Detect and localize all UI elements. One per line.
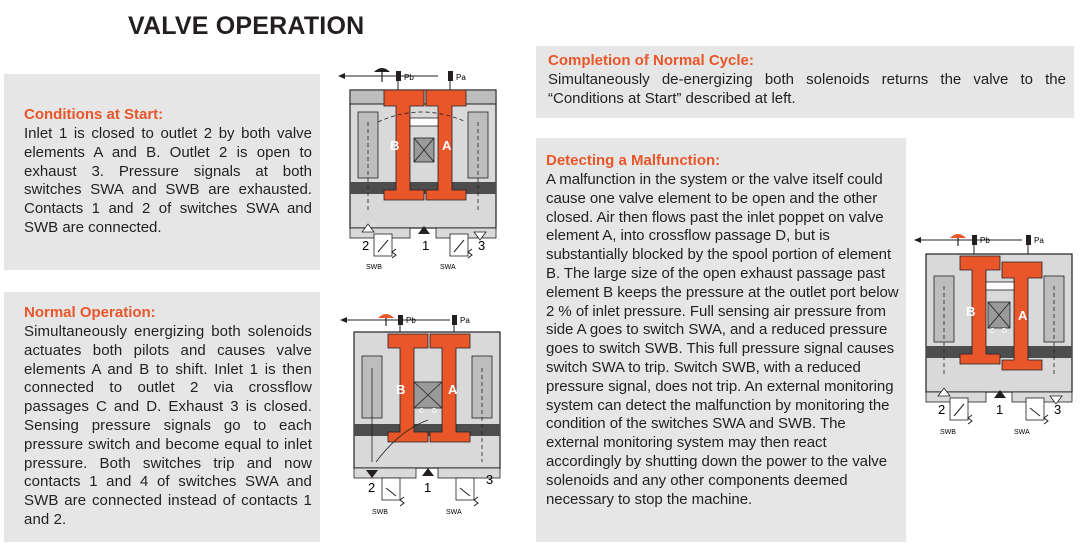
pb-label: Pb — [404, 73, 414, 82]
malfunction-text: A malfunction in the system or the valve itself could cause one valve element to be open and the other closed. Air then flows past the inlet poppet on valve element A, into crossflow passage D, but is substantially blocked by the spool portion of element B. The large size of the open exhaust passage past element B keeps the pressure at the outlet port below 2 % of inlet pressure. Full sensing air pressure from side A goes to switch SWA, and a reduced pressure goes to switch SWB. This full pressure signal causes switch SWA to trip. Switch SWB, with a reduced pressure signal, does not trip. An external monitoring system can detect the malfunction by monitoring the condition of the switches SWA and SWB. The external monitoring system may then react accordingly by shutting down the power to the valve solenoids and any other components deemed necessary to stop the machine. — [546, 171, 899, 508]
normal-operation-text: Simultaneously energizing both solenoids actuates both pilots and causes valve elements A and B to shift. Inlet 1 is then connected to outlet 2 via crossflow passages C and D. Exhaust 3 is closed. Sensing pressure signals go to each pressure switch and become equal to inlet pressure. Both switches trip and now contacts 1 and 4 of switches SWA and SWB are connected instead of contacts 1 and 2. — [24, 323, 312, 528]
element-b-label: B — [966, 304, 976, 319]
normal-operation-heading: Normal Operation: — [24, 304, 156, 321]
malfunction-panel — [536, 138, 906, 542]
passage-d-label: D — [432, 408, 438, 415]
port-2-label: 2 — [362, 238, 370, 253]
element-b-label: B — [396, 382, 406, 397]
element-a-label: A — [1018, 308, 1028, 323]
swb-label: SWB — [940, 429, 956, 436]
conditions-at-start-text: Inlet 1 is closed to outlet 2 by both valve elements A and B. Outlet 2 is open to exhaust 3. Pressure signals at both switches SWA and SWB are exhausted. Contacts 1 and 2 of switches SWA and SWB are connected. — [24, 125, 312, 236]
conditions-at-start-heading: Conditions at Start: — [24, 106, 164, 123]
passage-d-label: D — [1002, 328, 1008, 335]
completion-text: Simultaneously de-energizing both solenoids returns the valve to the “Conditions at Start” described at left. — [548, 71, 1066, 107]
pa-label: Pa — [456, 73, 466, 82]
valve-diagram-normal — [340, 312, 506, 518]
port-3-label: 3 — [1054, 402, 1062, 417]
normal-operation-panel — [4, 292, 320, 542]
pa-label: Pa — [1034, 236, 1044, 245]
swa-label: SWA — [446, 509, 462, 516]
crossflow-block — [986, 282, 1014, 328]
swa-label: SWA — [440, 264, 456, 271]
element-b-label: B — [390, 138, 400, 153]
port-1-label: 1 — [996, 402, 1004, 417]
port-1-label: 1 — [424, 480, 432, 495]
passage-c-label: C — [990, 328, 996, 335]
port-2-label: 2 — [938, 402, 946, 417]
pilot-line — [340, 314, 457, 334]
completion-panel — [536, 46, 1074, 118]
pb-label: Pb — [406, 316, 416, 325]
malfunction-heading: Detecting a Malfunction: — [546, 152, 721, 169]
crossflow-block — [410, 118, 438, 162]
swa-label: SWA — [1014, 429, 1030, 436]
conditions-at-start-panel — [4, 74, 320, 270]
valve-diagram-start — [338, 62, 506, 272]
crossflow-block — [414, 382, 442, 408]
swb-label: SWB — [372, 509, 388, 516]
pb-label: Pb — [980, 236, 990, 245]
swb-label: SWB — [366, 264, 382, 271]
port-1-label: 1 — [422, 238, 430, 253]
pilot-line — [338, 68, 453, 92]
port-2-label: 2 — [368, 480, 376, 495]
port-3-label: 3 — [478, 238, 486, 253]
valve-diagram-malfunction — [914, 226, 1078, 440]
completion-heading: Completion of Normal Cycle: — [548, 52, 754, 69]
pilot-line — [914, 234, 1031, 256]
pa-label: Pa — [460, 316, 470, 325]
page-title: VALVE OPERATION — [128, 12, 365, 40]
passage-c-label: C — [419, 408, 425, 415]
port-3-label: 3 — [486, 472, 494, 487]
element-a-label: A — [442, 138, 452, 153]
element-a-label: A — [448, 382, 458, 397]
ports — [354, 468, 500, 478]
